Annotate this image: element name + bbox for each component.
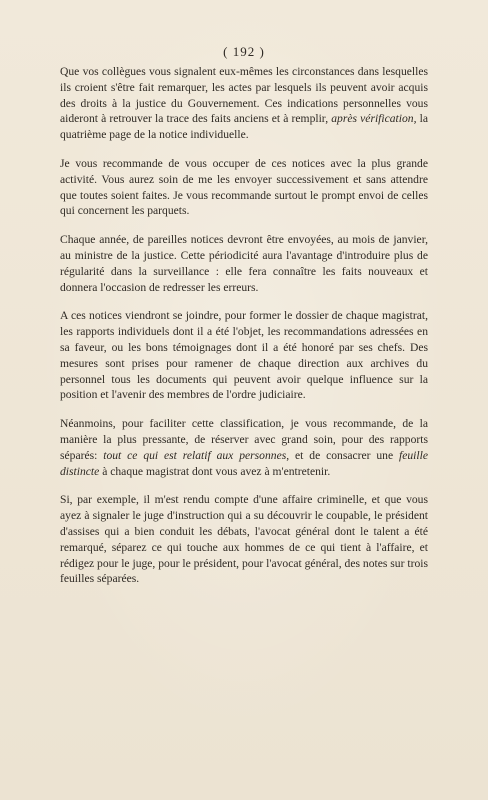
page-number: ( 192 ) <box>223 44 265 59</box>
text-run: A ces notices viendront se joindre, pour former le dossier de chaque magistrat, les rapports individuels dont il a été l'objet, les recommandations adressées en sa faveur, ou les bons témoignages dont il a été honoré par ses chefs. Des mesures sont prises pour ramener de chaque direction aux archives du personnel tous les documents qui peuvent avoir quelque influence sur la position et l'avenir des membres de l'ordre judiciaire. <box>60 309 428 402</box>
paragraph <box>60 308 428 403</box>
text-run: Que vos collègues vous signalent eux-mêmes les circonstances dans lesquelles ils croient s'être fait remarquer, les actes par lesquels ils peuvent avoir acquis des droits à la justice du Gouvernement. Ces indications personnelles vous aideront à retrouver la trace des faits anciens et à remplir, <box>60 65 428 126</box>
text-run: Néanmoins, pour faciliter cette classification, je vous recommande, de la manière la plus pressante, de réserver avec grand soin, pour des rapports séparés: <box>60 417 428 462</box>
paragraph <box>60 492 428 587</box>
italic-text-run: après vérification, <box>331 112 417 126</box>
paragraph <box>60 232 428 295</box>
italic-text-run: tout ce qui est relatif aux personnes <box>103 448 287 462</box>
paragraph <box>60 156 428 219</box>
text-run: , et de consacrer une <box>286 448 400 462</box>
text-run: Chaque année, de pareilles notices devront être envoyées, au mois de janvier, au ministre de la justice. Cette périodicité aura l'avantage d'introduire plus de régularité dans la surveillance : elle fera connaître les faits nouveaux et donnera l'occasion de redresser les erreurs. <box>60 233 428 294</box>
text-run: Je vous recommande de vous occuper de ces notices avec la plus grande activité. Vous aurez soin de me les envoyer successivement et sans attendre que toutes soient faites. Je vous recommande surtout le prompt envoi de celles qui concernent les parquets. <box>60 156 428 218</box>
paragraph <box>60 64 428 143</box>
text-run: Si, par exemple, il m'est rendu compte d'une affaire criminelle, et que vous ayez à signaler le juge d'instruction qui a su découvrir le coupable, le président d'assises qui a bien conduit les débats, l'avocat général dont le talent a été remarqué, séparez ce qui touche aux hommes de ce qui tient à l'affaire, et rédigez pour le juge, pour le président, pour l'avocat général, des notes sur trois feuilles séparées. <box>60 493 428 586</box>
body-text <box>60 64 428 600</box>
text-run: à chaque magistrat dont vous avez à m'entretenir. <box>99 464 331 478</box>
paragraph <box>60 416 428 479</box>
text-run: la quatrième page de la notice individuelle. <box>60 112 429 142</box>
italic-text-run: feuille distincte <box>60 448 428 478</box>
